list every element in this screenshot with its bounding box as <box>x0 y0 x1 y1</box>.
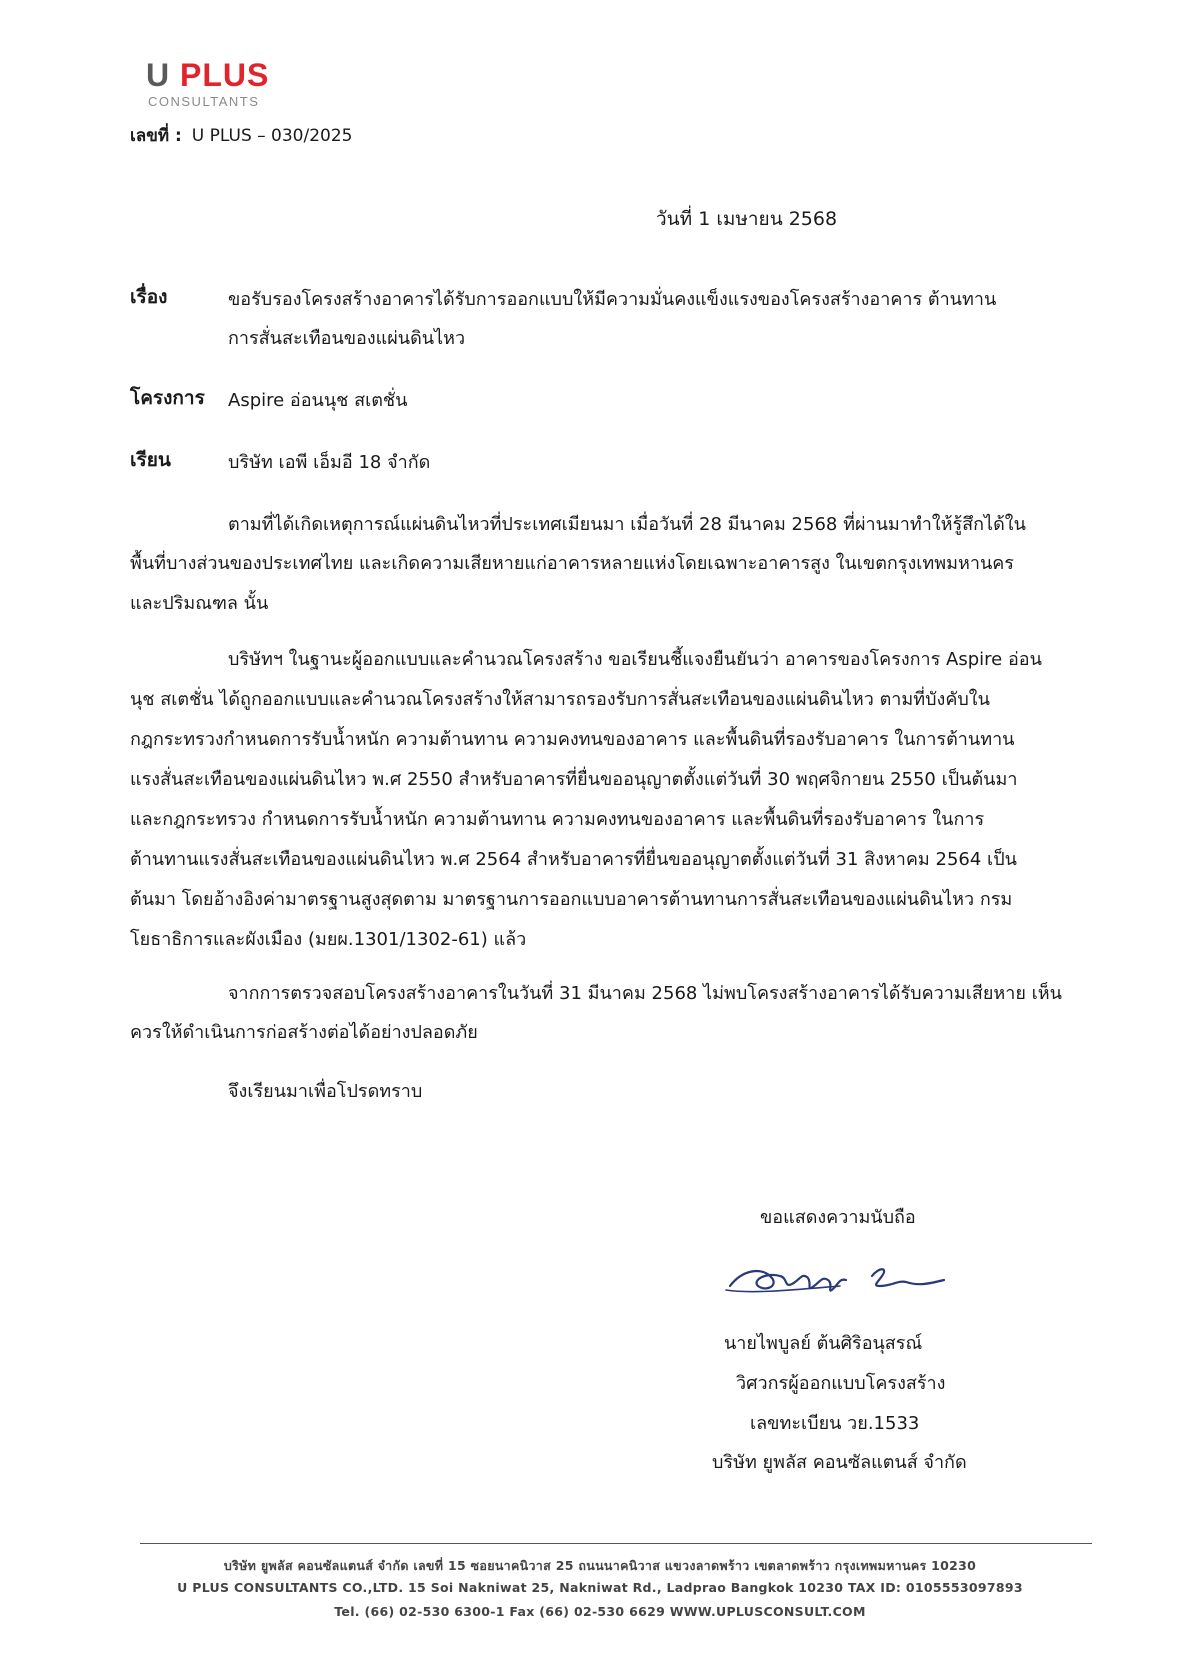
para4-line: จึงเรียนมาเพื่อโปรดทราบ <box>228 1081 423 1102</box>
logo-plus: PLUS <box>180 57 270 93</box>
footer-divider <box>140 1543 1092 1544</box>
para2-line: ต้นมา โดยอ้างอิงค่ามาตรฐานสูงสุดตาม มาตรฐานการออกแบบอาคารต้านทานการสั่นสะเทือนของแผ่นดินไหว กรม <box>130 889 1013 910</box>
signatory-license: เลขทะเบียน วย.1533 <box>750 1413 920 1434</box>
para2-line: และกฎกระทรวง กำหนดการรับน้ำหนัก ความต้านทาน ความคงทนของอาคาร และพื้นดินที่รองรับอาคาร ในการ <box>130 809 985 830</box>
para3-line: จากการตรวจสอบโครงสร้างอาคารในวันที่ 31 มีนาคม 2568 ไม่พบโครงสร้างอาคารได้รับความเสียหาย เห็น <box>228 983 1062 1004</box>
addressee-value: บริษัท เอพี เอ็มอี 18 จำกัด <box>228 452 431 473</box>
para1-line: และปริมณฑล นั้น <box>130 593 269 614</box>
para1-line: พื้นที่บางส่วนของประเทศไทย และเกิดความเสียหายแก่อาคารหลายแห่งโดยเฉพาะอาคารสูง ในเขตกรุงเทพมหานคร <box>130 553 1014 574</box>
para2-line: บริษัทฯ ในฐานะผู้ออกแบบและคำนวณโครงสร้าง ขอเรียนชี้แจงยืนยันว่า อาคารของโครงการ Aspire อ่อน <box>228 649 1042 670</box>
closing-text: ขอแสดงความนับถือ <box>760 1207 916 1228</box>
company-logo <box>146 58 269 92</box>
reference-number <box>130 122 352 149</box>
footer-address-thai: บริษัท ยูพลัส คอนซัลแตนส์ จำกัด เลขที่ 15 ซอยนาคนิวาส 25 ถนนนาคนิวาส แขวงลาดพร้าว เขตลาดพร้าว กรุงเทพมหานคร 10230 <box>223 1558 977 1573</box>
project-label: โครงการ <box>130 387 205 409</box>
subject-line-2: การสั่นสะเทือนของแผ่นดินไหว <box>228 328 466 349</box>
signature-image <box>722 1256 962 1306</box>
para1-line: ตามที่ได้เกิดเหตุการณ์แผ่นดินไหวที่ประเทศเมียนมา เมื่อวันที่ 28 มีนาคม 2568 ที่ผ่านมาทำให้รู้สึกได้ใน <box>228 514 1026 535</box>
subject-line-1: ขอรับรองโครงสร้างอาคารได้รับการออกแบบให้มีความมั่นคงแข็งแรงของโครงสร้างอาคาร ต้านทาน <box>228 289 997 310</box>
logo-tagline: CONSULTANTS <box>148 94 260 109</box>
signatory-company: บริษัท ยูพลัส คอนซัลแตนส์ จำกัด <box>712 1452 967 1473</box>
letter-date: วันที่ 1 เมษายน 2568 <box>656 208 838 230</box>
footer-address-english: U PLUS CONSULTANTS CO.,LTD. 15 Soi Nakniwat 25, Nakniwat Rd., Ladprao Bangkok 10230 TAX ID: 0105553097893 <box>177 1580 1023 1595</box>
para2-line: กฎกระทรวงกำหนดการรับน้ำหนัก ความต้านทาน ความคงทนของอาคาร และพื้นดินที่รองรับอาคาร ในการต้านทาน <box>130 729 1015 750</box>
subject-label: เรื่อง <box>130 286 168 308</box>
logo-u: U <box>146 57 171 93</box>
reference-value: U PLUS – 030/2025 <box>191 126 353 146</box>
signatory-title: วิศวกรผู้ออกแบบโครงสร้าง <box>736 1373 946 1394</box>
addressee-label: เรียน <box>130 449 171 471</box>
para2-line: แรงสั่นสะเทือนของแผ่นดินไหว พ.ศ 2550 สำหรับอาคารที่ยื่นขออนุญาตตั้งแต่วันที่ 30 พฤศจิกายน 2550 เป็นต้นมา <box>130 769 1018 790</box>
para2-line: โยธาธิการและผังเมือง (มยผ.1301/1302-61) แล้ว <box>130 929 527 950</box>
signatory-name: นายไพบูลย์ ต้นศิริอนุสรณ์ <box>724 1333 923 1354</box>
footer-contact: Tel. (66) 02-530 6300-1 Fax (66) 02-530 6629 WWW.UPLUSCONSULT.COM <box>334 1604 866 1619</box>
para2-line: ต้านทานแรงสั่นสะเทือนของแผ่นดินไหว พ.ศ 2564 สำหรับอาคารที่ยื่นขออนุญาตตั้งแต่วันที่ 31 สิงหาคม 2564 เป็น <box>130 849 1017 870</box>
para3-line: ควรให้ดำเนินการก่อสร้างต่อได้อย่างปลอดภัย <box>130 1022 478 1043</box>
para2-line: นุช สเตชั่น ได้ถูกออกแบบและคำนวณโครงสร้างให้สามารถรองรับการสั่นสะเทือนของแผ่นดินไหว ตามที่บังคับใน <box>130 689 990 710</box>
project-value: Aspire อ่อนนุช สเตชั่น <box>228 390 408 411</box>
reference-label: เลขที่ : <box>130 126 182 146</box>
